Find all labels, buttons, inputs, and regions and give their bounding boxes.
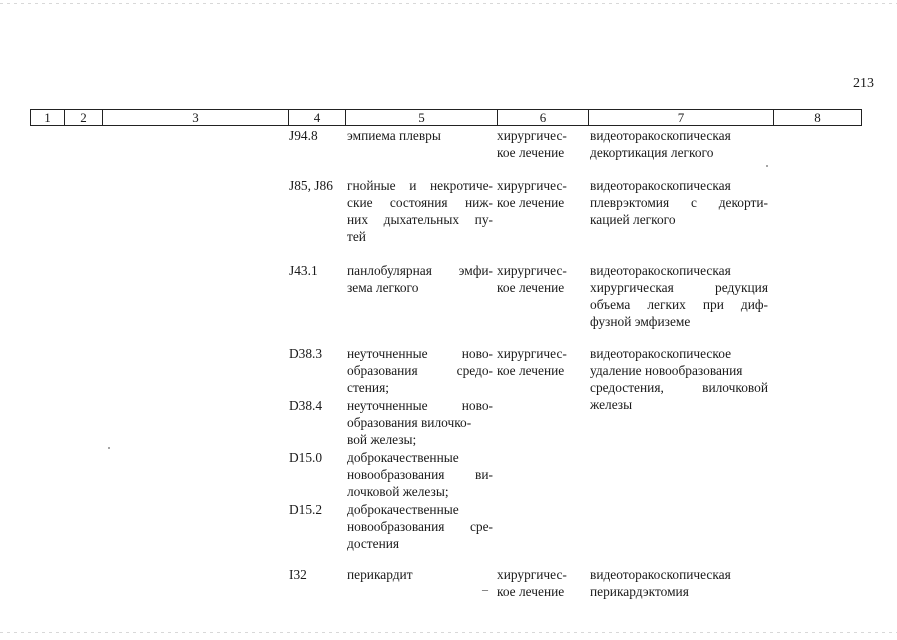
diagnosis-code: J85, J86 (289, 178, 333, 193)
treatment-type: хирургичес- кое лечение (497, 178, 567, 210)
treatment-method: видеоторакоскопическая хирургическая редукция объема легких при диф- фузной эмфиземе (590, 263, 768, 329)
header-col-8: 8 (773, 110, 861, 125)
scan-dash-mark: – (482, 582, 488, 596)
scan-speck (108, 447, 110, 449)
treatment-method: видеоторакоскопическое удаление новообразования средостения, вилочковой железы (590, 346, 768, 412)
diagnosis-code: D38.4 (289, 398, 323, 413)
scan-edge-top (0, 3, 897, 4)
diagnosis-code: I32 (289, 567, 307, 582)
treatment-method: видеоторакоскопическая плеврэктомия с декорти- кацией легкого (590, 178, 768, 227)
diagnosis-name: панлобулярная эмфи- зема легкого (347, 263, 493, 295)
diagnosis-code: D15.2 (289, 502, 323, 517)
treatment-type: хирургичес- кое лечение (497, 128, 567, 160)
table-header-row (30, 109, 862, 126)
header-col-2: 2 (64, 110, 102, 125)
diagnosis-name: гнойные и некротиче- ские состояния ниж- них дыхательных пу- тей (347, 178, 493, 244)
diagnosis-name: неуточненные ново- образования вилочко- вой железы; (347, 398, 493, 447)
diagnosis-name: неуточненные ново- образования средо- стения; (347, 346, 493, 395)
header-col-7: 7 (588, 110, 773, 125)
header-col-4: 4 (288, 110, 345, 125)
treatment-type: хирургичес- кое лечение (497, 346, 567, 378)
header-col-5: 5 (345, 110, 497, 125)
diagnosis-code: D38.3 (289, 346, 323, 361)
diagnosis-name: доброкачественные новообразования сре- достения (347, 502, 493, 551)
diagnosis-code: J94.8 (289, 128, 318, 143)
diagnosis-code: J43.1 (289, 263, 318, 278)
scan-speck (766, 165, 768, 167)
diagnosis-name: перикардит (347, 567, 413, 582)
diagnosis-name: эмпиема плевры (347, 128, 441, 143)
header-col-3: 3 (102, 110, 288, 125)
header-col-1: 1 (44, 110, 51, 125)
diagnosis-name: доброкачественные новообразования ви- лочковой железы; (347, 450, 493, 499)
page-number: 213 (853, 76, 874, 91)
scan-edge-bottom (0, 632, 897, 633)
treatment-type: хирургичес- кое лечение (497, 263, 567, 295)
diagnosis-code: D15.0 (289, 450, 323, 465)
treatment-method: видеоторакоскопическая декортикация легкого (590, 128, 731, 160)
treatment-method: видеоторакоскопическая перикардэктомия (590, 567, 731, 599)
header-col-6: 6 (497, 110, 588, 125)
treatment-type: хирургичес- кое лечение (497, 567, 567, 599)
